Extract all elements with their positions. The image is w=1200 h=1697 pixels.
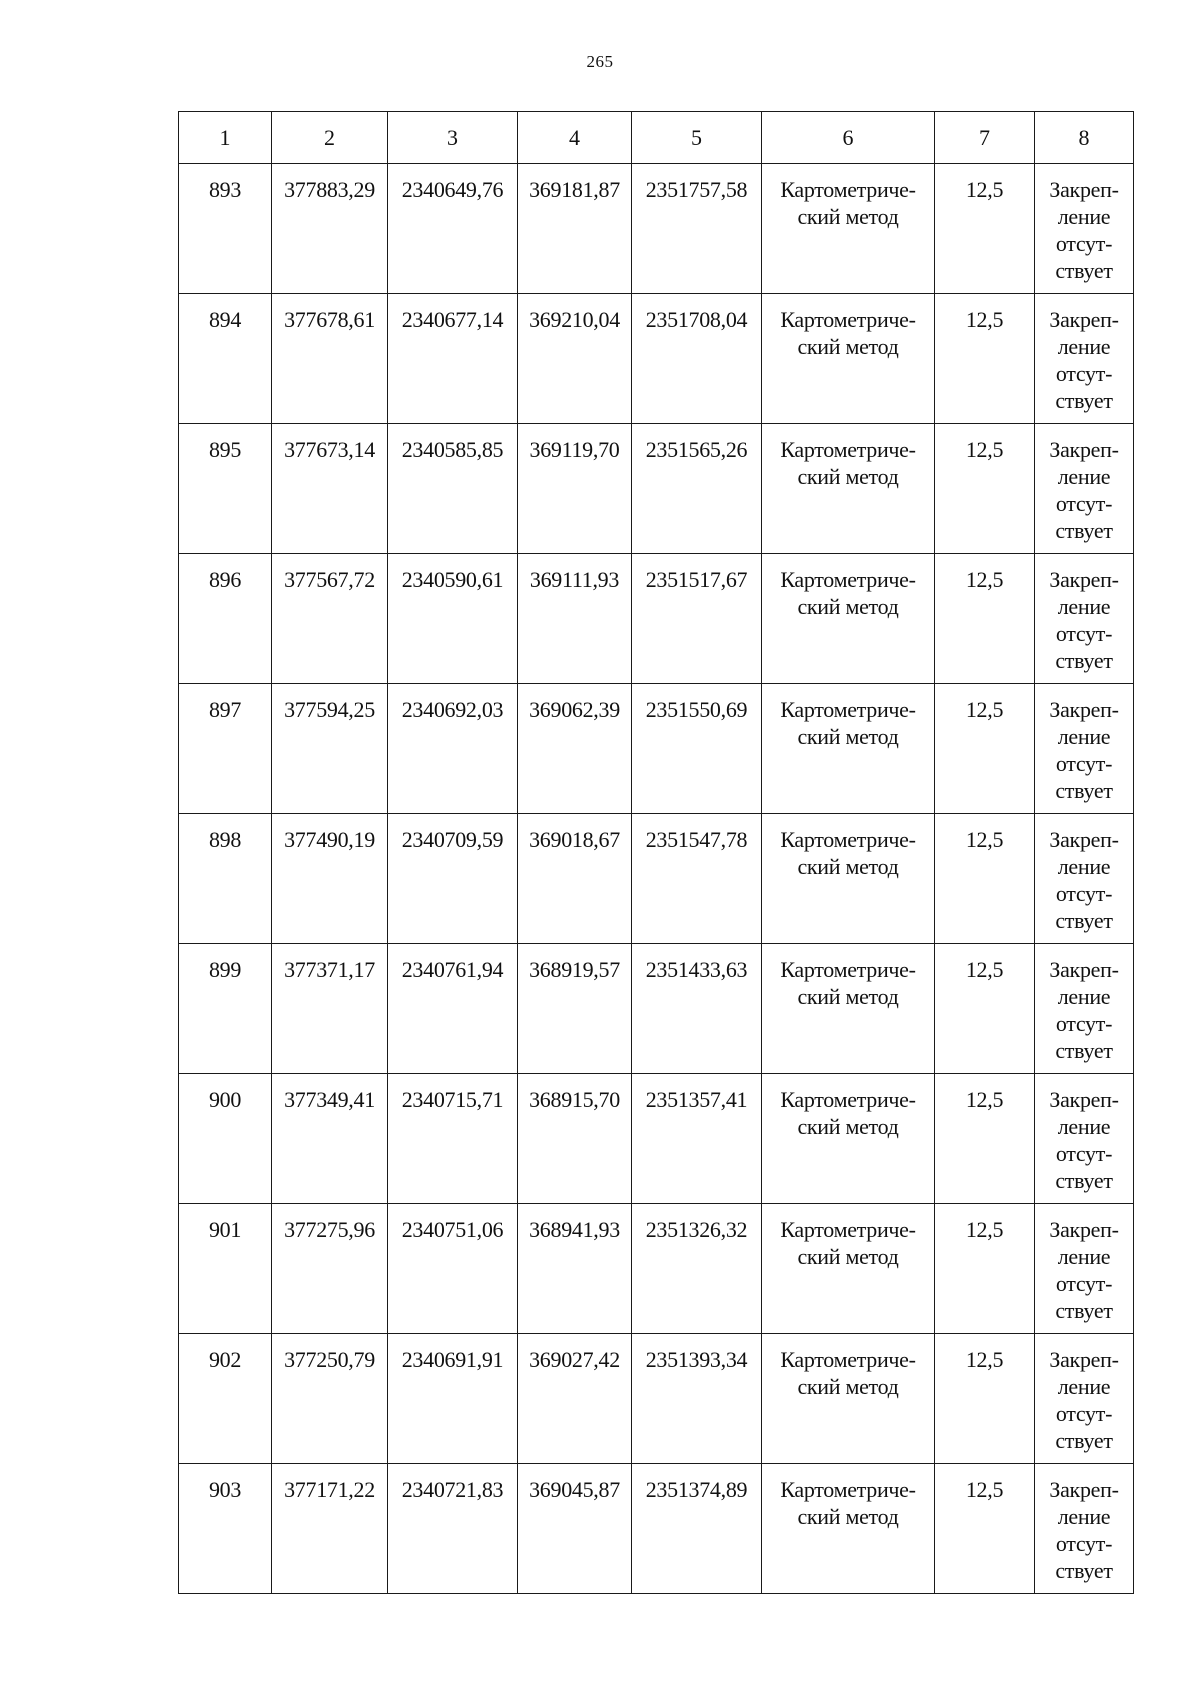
- y-old-cell: 2340649,76: [388, 164, 518, 294]
- header-cell-6: 6: [762, 112, 935, 164]
- header-cell-5: 5: [632, 112, 762, 164]
- y-new-cell: 2351757,58: [632, 164, 762, 294]
- fixation-cell: [1035, 554, 1134, 684]
- fixation-cell: [1035, 1204, 1134, 1334]
- point-number-cell: 895: [179, 424, 272, 554]
- header-cell-7: 7: [935, 112, 1035, 164]
- x-new-cell: 369062,39: [518, 684, 632, 814]
- fixation-cell: [1035, 164, 1134, 294]
- table-row: [179, 1334, 1134, 1464]
- x-new-cell: 368919,57: [518, 944, 632, 1074]
- point-number-cell: 902: [179, 1334, 272, 1464]
- x-new-cell: 369181,87: [518, 164, 632, 294]
- y-new-cell: 2351326,32: [632, 1204, 762, 1334]
- accuracy-cell: 12,5: [935, 684, 1035, 814]
- method-cell: [762, 554, 935, 684]
- point-number-cell: 894: [179, 294, 272, 424]
- x-old-cell: 377371,17: [272, 944, 388, 1074]
- x-old-cell: 377567,72: [272, 554, 388, 684]
- x-new-cell: 369119,70: [518, 424, 632, 554]
- point-number-cell: 900: [179, 1074, 272, 1204]
- method-cell: [762, 1464, 935, 1594]
- y-new-cell: 2351433,63: [632, 944, 762, 1074]
- y-old-cell: 2340721,83: [388, 1464, 518, 1594]
- fixation-text: Закреп- ление отсут- ствует: [1049, 177, 1119, 283]
- y-old-cell: 2340692,03: [388, 684, 518, 814]
- point-number-cell: 897: [179, 684, 272, 814]
- table-row: [179, 944, 1134, 1074]
- table-row: [179, 424, 1134, 554]
- point-number-cell: 898: [179, 814, 272, 944]
- fixation-cell: [1035, 1074, 1134, 1204]
- x-new-cell: 369018,67: [518, 814, 632, 944]
- method-text: Картометриче- ский метод: [780, 437, 916, 489]
- coordinates-table: [178, 111, 1134, 1594]
- y-new-cell: 2351708,04: [632, 294, 762, 424]
- method-cell: [762, 944, 935, 1074]
- fixation-text: Закреп- ление отсут- ствует: [1049, 827, 1119, 933]
- fixation-text: Закреп- ление отсут- ствует: [1049, 1477, 1119, 1583]
- x-new-cell: 369210,04: [518, 294, 632, 424]
- y-new-cell: 2351565,26: [632, 424, 762, 554]
- accuracy-cell: 12,5: [935, 1464, 1035, 1594]
- x-new-cell: 369027,42: [518, 1334, 632, 1464]
- point-number-cell: 903: [179, 1464, 272, 1594]
- table-row: [179, 1464, 1134, 1594]
- fixation-text: Закреп- ление отсут- ствует: [1049, 957, 1119, 1063]
- fixation-text: Закреп- ление отсут- ствует: [1049, 307, 1119, 413]
- x-old-cell: 377673,14: [272, 424, 388, 554]
- header-cell-8: 8: [1035, 112, 1134, 164]
- y-new-cell: 2351517,67: [632, 554, 762, 684]
- y-old-cell: 2340677,14: [388, 294, 518, 424]
- x-new-cell: 368941,93: [518, 1204, 632, 1334]
- table-row: [179, 554, 1134, 684]
- x-old-cell: 377171,22: [272, 1464, 388, 1594]
- y-new-cell: 2351550,69: [632, 684, 762, 814]
- method-text: Картометриче- ский метод: [780, 177, 916, 229]
- point-number-cell: 899: [179, 944, 272, 1074]
- fixation-cell: [1035, 684, 1134, 814]
- x-old-cell: 377275,96: [272, 1204, 388, 1334]
- accuracy-cell: 12,5: [935, 944, 1035, 1074]
- method-text: Картометриче- ский метод: [780, 697, 916, 749]
- y-old-cell: 2340709,59: [388, 814, 518, 944]
- x-old-cell: 377250,79: [272, 1334, 388, 1464]
- table-body: [179, 164, 1134, 1594]
- x-new-cell: 369111,93: [518, 554, 632, 684]
- table-row: [179, 294, 1134, 424]
- method-text: Картометриче- ский метод: [780, 1347, 916, 1399]
- accuracy-cell: 12,5: [935, 814, 1035, 944]
- fixation-text: Закреп- ление отсут- ствует: [1049, 1087, 1119, 1193]
- method-cell: [762, 1204, 935, 1334]
- method-text: Картометриче- ский метод: [780, 1217, 916, 1269]
- method-text: Картометриче- ский метод: [780, 1477, 916, 1529]
- x-old-cell: 377490,19: [272, 814, 388, 944]
- x-old-cell: 377349,41: [272, 1074, 388, 1204]
- header-cell-4: 4: [518, 112, 632, 164]
- accuracy-cell: 12,5: [935, 164, 1035, 294]
- method-text: Картометриче- ский метод: [780, 957, 916, 1009]
- method-text: Картометриче- ский метод: [780, 1087, 916, 1139]
- table-header: [179, 112, 1134, 164]
- accuracy-cell: 12,5: [935, 1204, 1035, 1334]
- y-old-cell: 2340691,91: [388, 1334, 518, 1464]
- method-cell: [762, 294, 935, 424]
- y-old-cell: 2340751,06: [388, 1204, 518, 1334]
- x-new-cell: 369045,87: [518, 1464, 632, 1594]
- header-cell-1: 1: [179, 112, 272, 164]
- table-row: [179, 1074, 1134, 1204]
- fixation-text: Закреп- ление отсут- ствует: [1049, 567, 1119, 673]
- header-cell-2: 2: [272, 112, 388, 164]
- point-number-cell: 896: [179, 554, 272, 684]
- y-new-cell: 2351393,34: [632, 1334, 762, 1464]
- method-cell: [762, 814, 935, 944]
- x-new-cell: 368915,70: [518, 1074, 632, 1204]
- x-old-cell: 377594,25: [272, 684, 388, 814]
- accuracy-cell: 12,5: [935, 1334, 1035, 1464]
- method-cell: [762, 1074, 935, 1204]
- x-old-cell: 377883,29: [272, 164, 388, 294]
- y-new-cell: 2351547,78: [632, 814, 762, 944]
- point-number-cell: 893: [179, 164, 272, 294]
- y-old-cell: 2340590,61: [388, 554, 518, 684]
- method-cell: [762, 164, 935, 294]
- method-cell: [762, 424, 935, 554]
- fixation-cell: [1035, 944, 1134, 1074]
- fixation-cell: [1035, 814, 1134, 944]
- method-cell: [762, 684, 935, 814]
- method-cell: [762, 1334, 935, 1464]
- fixation-cell: [1035, 424, 1134, 554]
- y-new-cell: 2351374,89: [632, 1464, 762, 1594]
- accuracy-cell: 12,5: [935, 554, 1035, 684]
- fixation-text: Закреп- ление отсут- ствует: [1049, 1347, 1119, 1453]
- table-row: [179, 1204, 1134, 1334]
- y-old-cell: 2340585,85: [388, 424, 518, 554]
- x-old-cell: 377678,61: [272, 294, 388, 424]
- fixation-text: Закреп- ление отсут- ствует: [1049, 437, 1119, 543]
- fixation-text: Закреп- ление отсут- ствует: [1049, 1217, 1119, 1323]
- table-row: [179, 684, 1134, 814]
- y-old-cell: 2340715,71: [388, 1074, 518, 1204]
- fixation-text: Закреп- ление отсут- ствует: [1049, 697, 1119, 803]
- table-row: [179, 814, 1134, 944]
- y-new-cell: 2351357,41: [632, 1074, 762, 1204]
- fixation-cell: [1035, 1464, 1134, 1594]
- accuracy-cell: 12,5: [935, 1074, 1035, 1204]
- accuracy-cell: 12,5: [935, 424, 1035, 554]
- table-row: [179, 164, 1134, 294]
- y-old-cell: 2340761,94: [388, 944, 518, 1074]
- fixation-cell: [1035, 1334, 1134, 1464]
- method-text: Картометриче- ский метод: [780, 567, 916, 619]
- point-number-cell: 901: [179, 1204, 272, 1334]
- fixation-cell: [1035, 294, 1134, 424]
- header-row: [179, 112, 1134, 164]
- accuracy-cell: 12,5: [935, 294, 1035, 424]
- method-text: Картометриче- ский метод: [780, 827, 916, 879]
- header-cell-3: 3: [388, 112, 518, 164]
- page-number: 265: [586, 52, 614, 71]
- method-text: Картометриче- ский метод: [780, 307, 916, 359]
